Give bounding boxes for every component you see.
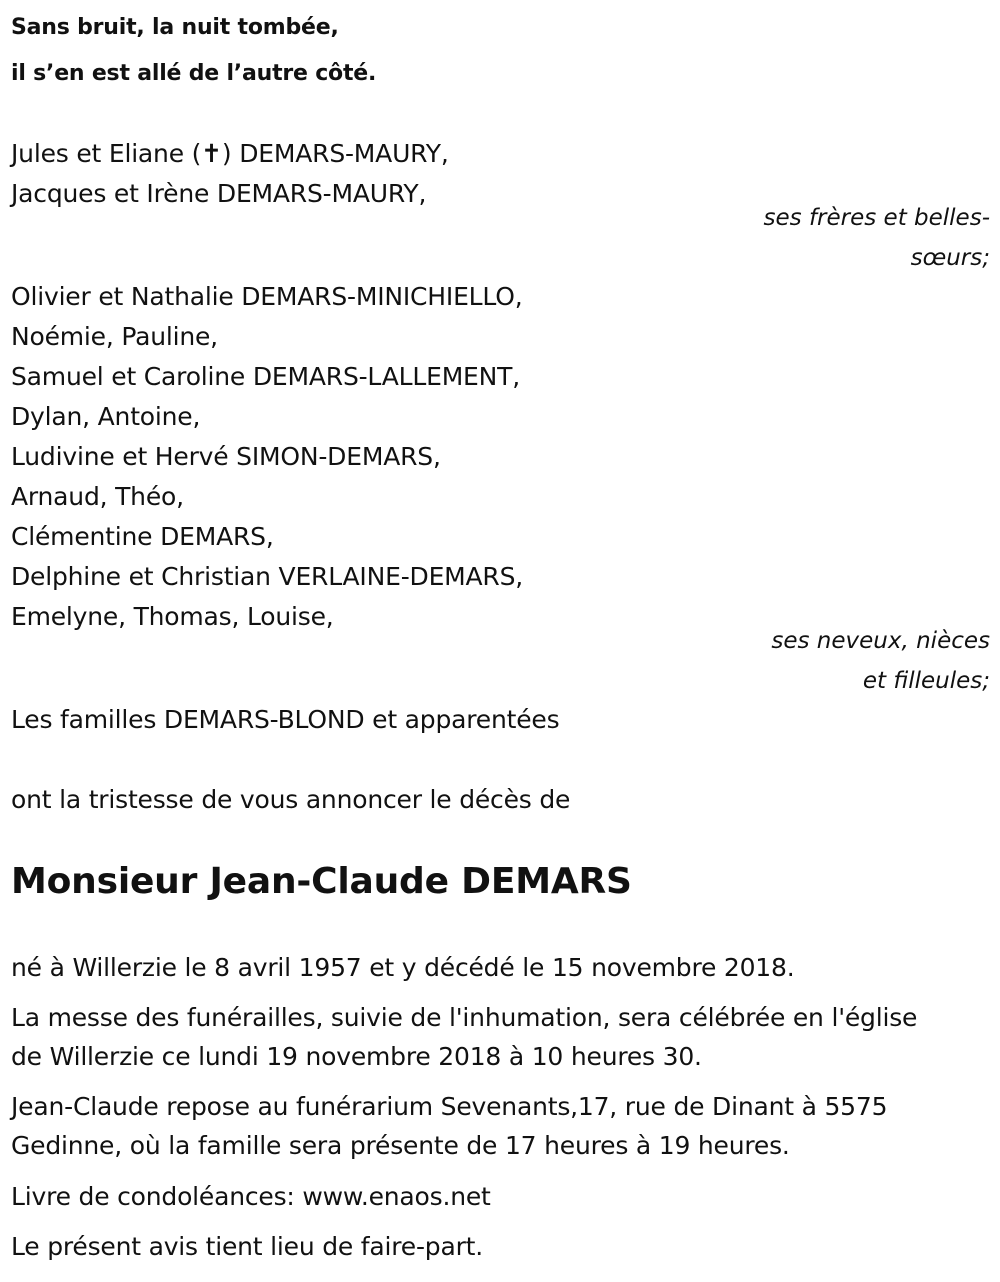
deceased-name: Monsieur Jean-Claude DEMARS	[11, 861, 632, 902]
nephews-role-line-2: et filleules;	[862, 668, 990, 694]
nephew-line-1: Olivier et Nathalie DEMARS-MINICHIELLO,	[11, 282, 523, 311]
sibling-line-2: Jacques et Irène DEMARS-MAURY,	[11, 179, 427, 208]
nephew-line-4: Dylan, Antoine,	[11, 402, 201, 431]
nephew-line-2: Noémie, Pauline,	[11, 322, 218, 351]
nephew-line-8: Delphine et Christian VERLAINE-DEMARS,	[11, 562, 524, 591]
repose-line-2: Gedinne, où la famille sera présente de 17 heures à 19 heures.	[11, 1131, 790, 1160]
nephew-line-5: Ludivine et Hervé SIMON-DEMARS,	[11, 442, 441, 471]
nephew-line-7: Clémentine DEMARS,	[11, 522, 274, 551]
siblings-role-line-1: ses frères et belles-	[763, 205, 990, 231]
siblings-role-line-2: sœurs;	[910, 245, 990, 271]
birth-death-line: né à Willerzie le 8 avril 1957 et y décédé le 15 novembre 2018.	[11, 953, 795, 982]
condolences-line: Livre de condoléances: www.enaos.net	[11, 1182, 491, 1211]
epigraph-line-1: Sans bruit, la nuit tombée,	[11, 15, 339, 40]
nephew-line-9: Emelyne, Thomas, Louise,	[11, 602, 334, 631]
notice-line: Le présent avis tient lieu de faire-part.	[11, 1232, 484, 1261]
epigraph-line-2: il s’en est allé de l’autre côté.	[11, 61, 377, 86]
funeral-line-2: de Willerzie ce lundi 19 novembre 2018 à 10 heures 30.	[11, 1042, 702, 1071]
sibling-line-1: Jules et Eliane (✝) DEMARS-MAURY,	[11, 139, 449, 168]
nephew-line-6: Arnaud, Théo,	[11, 482, 184, 511]
funeral-line-1: La messe des funérailles, suivie de l'inhumation, sera célébrée en l'église	[11, 1003, 918, 1032]
nephew-line-3: Samuel et Caroline DEMARS-LALLEMENT,	[11, 362, 520, 391]
announcement-line: ont la tristesse de vous annoncer le décès de	[11, 785, 571, 814]
families-line: Les familles DEMARS-BLOND et apparentées	[11, 705, 560, 734]
repose-line-1: Jean-Claude repose au funérarium Sevenants,17, rue de Dinant à 5575	[11, 1092, 888, 1121]
nephews-role-line-1: ses neveux, nièces	[771, 628, 990, 654]
